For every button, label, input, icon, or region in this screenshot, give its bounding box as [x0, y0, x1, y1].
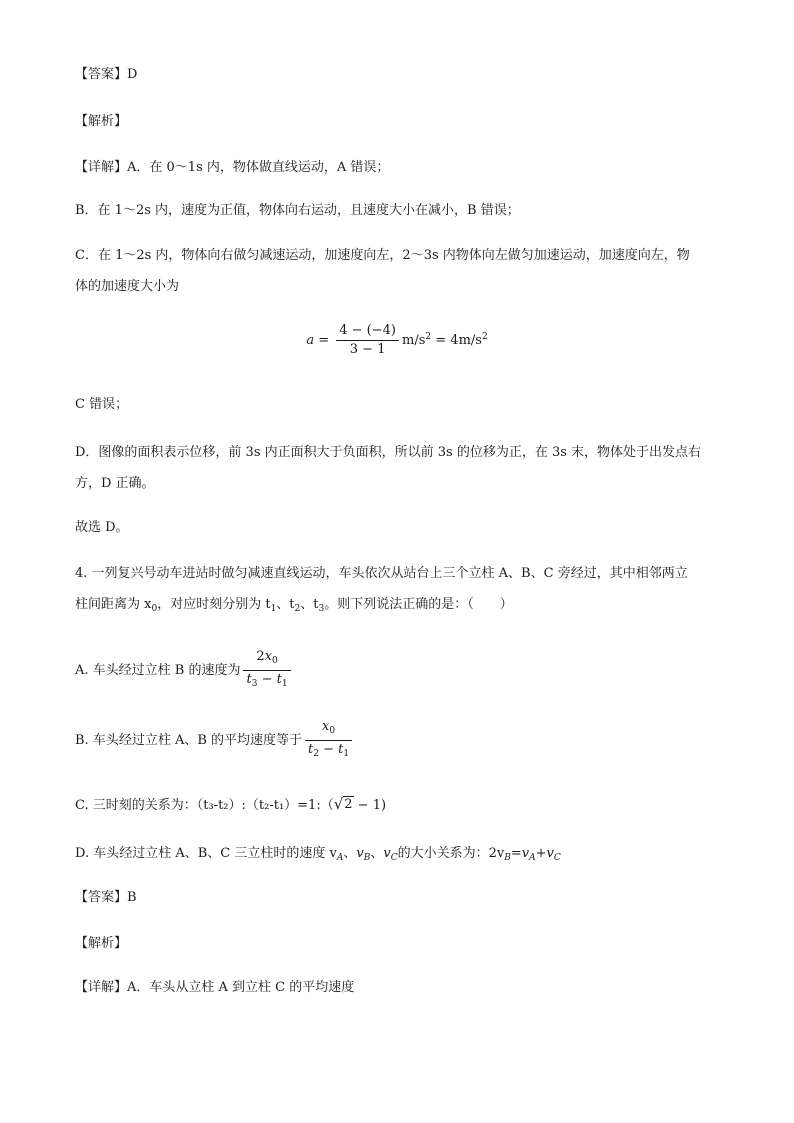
- eq-unit: m/s: [402, 333, 426, 348]
- eq-numerator: 4 − (−4): [339, 323, 396, 338]
- detail-q3-c1: C．在 1～2s 内，物体向右做匀减速运动，加速度向左，2～3s 内物体向左做匀加速运动，加速度向左，物: [75, 248, 690, 263]
- detail-q3-c3: C 错误；: [75, 397, 129, 412]
- detail-q3-d1: D．图像的面积表示位移，前 3s 内正面积大于负面积，所以前 3s 的位移为正，在 3s 末，物体处于出发点右: [75, 445, 702, 460]
- answer-q4: 【答案】B: [75, 890, 137, 905]
- q4-option-d: D. 车头经过立柱 A、B、C 三立柱时的速度 $v_A$、$v_B$、$v_C$的大小关系为：$2v_B=v_A+v_C$: [75, 846, 561, 863]
- eq-rhs: 4m/s: [450, 333, 482, 348]
- fraction-2x0-over-t3-t1: $\frac{2x_0}{t_3 - t_1}$: [243, 648, 290, 693]
- detail-q3-b: B．在 1～2s 内，速度为正值，物体向右运动，且速度大小在减小，B 错误；: [75, 203, 520, 218]
- analysis-q3: 【解析】: [75, 114, 128, 129]
- eq-fraction: [336, 322, 399, 359]
- detail-q3-c2: 体的加速度大小为: [75, 279, 180, 294]
- detail-q4-a: 【详解】A．车头从立柱 A 到立柱 C 的平均速度: [75, 980, 355, 995]
- detail-q3-a: 【详解】A．在 0～1s 内，物体做直线运动，A 错误；: [75, 160, 390, 175]
- detail-q3-d2: 方，D 正确。: [75, 476, 155, 491]
- q4-option-c: C. 三时刻的关系为：（t₃-t₂）:（t₂-t₁）=1:（ √ 2 − 1): [75, 795, 387, 813]
- analysis-q4: 【解析】: [75, 936, 128, 951]
- fraction-x0-over-t2-t1: $\frac{x_0}{t_2 - t_1}$: [305, 718, 352, 763]
- sqrt-2: √ 2: [333, 795, 353, 813]
- q4-option-b: B. 车头经过立柱 A、B 的平均速度等于 $\frac{x_0}{t_2 - t_1}$: [75, 718, 355, 763]
- q4-option-a: A. 车头经过立柱 B 的速度为 $\frac{2x_0}{t_3 - t_1}$: [75, 648, 294, 693]
- answer-q3: 【答案】D: [75, 67, 138, 82]
- q4-stem-line2: 柱间距离为 $x_0$，对应时刻分别为 $t_1$、$t_2$、$t_3$。则下列说法正确的是：（ ）: [75, 597, 513, 614]
- acceleration-equation: a = $\frac{4 - (-4)}{3 - 1}$ $m/s^2 = 4m/s^2$: [306, 323, 488, 357]
- eq-lhs: a: [306, 333, 315, 348]
- choose-q3: 故选 D。: [75, 520, 129, 535]
- eq-denominator: 3 − 1: [349, 342, 386, 357]
- q4-stem-line1: 4. 一列复兴号动车进站时做匀减速直线运动，车头依次从站台上三个立柱 A、B、C 旁经过，其中相邻两立: [75, 566, 688, 581]
